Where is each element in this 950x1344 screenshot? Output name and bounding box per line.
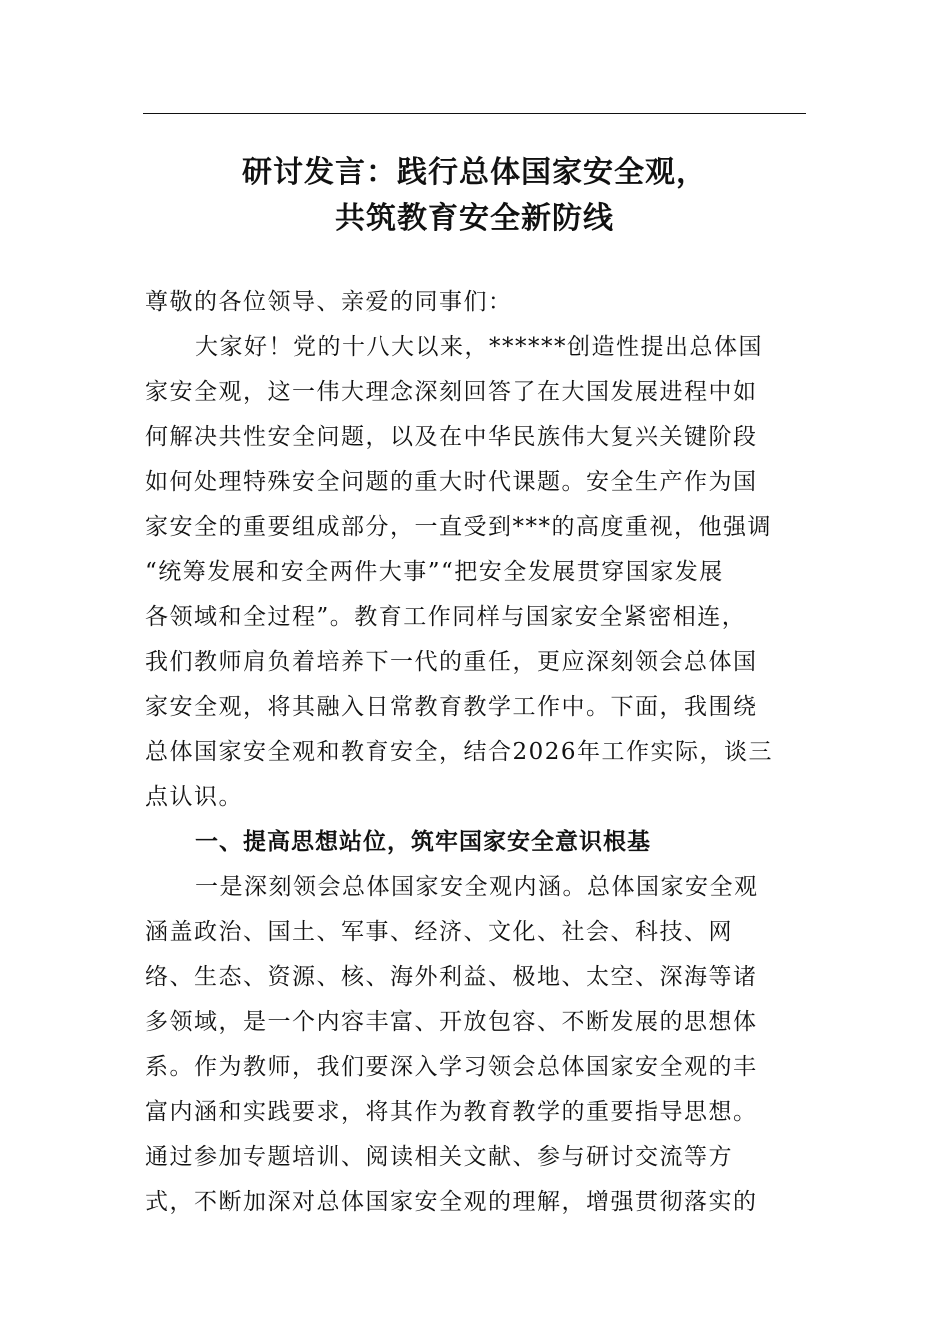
title-line-1: 研讨发言：践行总体国家安全观， [242, 155, 707, 190]
body-line: 家安全观，这一伟大理念深刻回答了在大国发展进程中如 [145, 379, 758, 405]
body-line: 家安全的重要组成部分，一直受到***的高度重视，他强调 [145, 514, 772, 540]
document-body [145, 280, 795, 1225]
salutation: 尊敬的各位领导、亲爱的同事们： [145, 289, 513, 315]
section-heading: 一、提高思想站位，筑牢国家安全意识根基 [195, 829, 651, 855]
body-line: 涵盖政治、国土、军事、经济、文化、社会、科技、网 [145, 919, 733, 945]
header-rule [143, 113, 806, 114]
body-line: 家安全观，将其融入日常教育教学工作中。下面，我围绕 [145, 694, 758, 720]
body-line: 一是深刻领会总体国家安全观内涵。总体国家安全观 [195, 874, 759, 900]
body-line: 式，不断加深对总体国家安全观的理解，增强贯彻落实的 [145, 1189, 758, 1215]
document-title [143, 150, 806, 242]
body-line: 大家好！党的十八大以来，******创造性提出总体国 [195, 334, 763, 360]
body-line: 点认识。 [145, 784, 243, 810]
body-line: 多领域，是一个内容丰富、开放包容、不断发展的思想体 [145, 1009, 758, 1035]
body-line: 系。作为教师，我们要深入学习领会总体国家安全观的丰 [145, 1054, 758, 1080]
body-line: 通过参加专题培训、阅读相关文献、参与研讨交流等方 [145, 1144, 733, 1170]
body-line: 我们教师肩负着培养下一代的重任，更应深刻领会总体国 [145, 649, 758, 675]
body-line: 各领域和全过程”。教育工作同样与国家安全紧密相连， [145, 604, 747, 630]
body-line: 如何处理特殊安全问题的重大时代课题。安全生产作为国 [145, 469, 758, 495]
body-line: 何解决共性安全问题，以及在中华民族伟大复兴关键阶段 [145, 424, 758, 450]
body-line: 总体国家安全观和教育安全，结合2026年工作实际，谈三 [145, 739, 774, 765]
body-line: “统筹发展和安全两件大事”“把安全发展贯穿国家发展 [145, 559, 724, 585]
title-line-2: 共筑教育安全新防线 [335, 201, 614, 236]
body-line: 富内涵和实践要求，将其作为教育教学的重要指导思想。 [145, 1099, 758, 1125]
body-line: 络、生态、资源、核、海外利益、极地、太空、深海等诸 [145, 964, 758, 990]
